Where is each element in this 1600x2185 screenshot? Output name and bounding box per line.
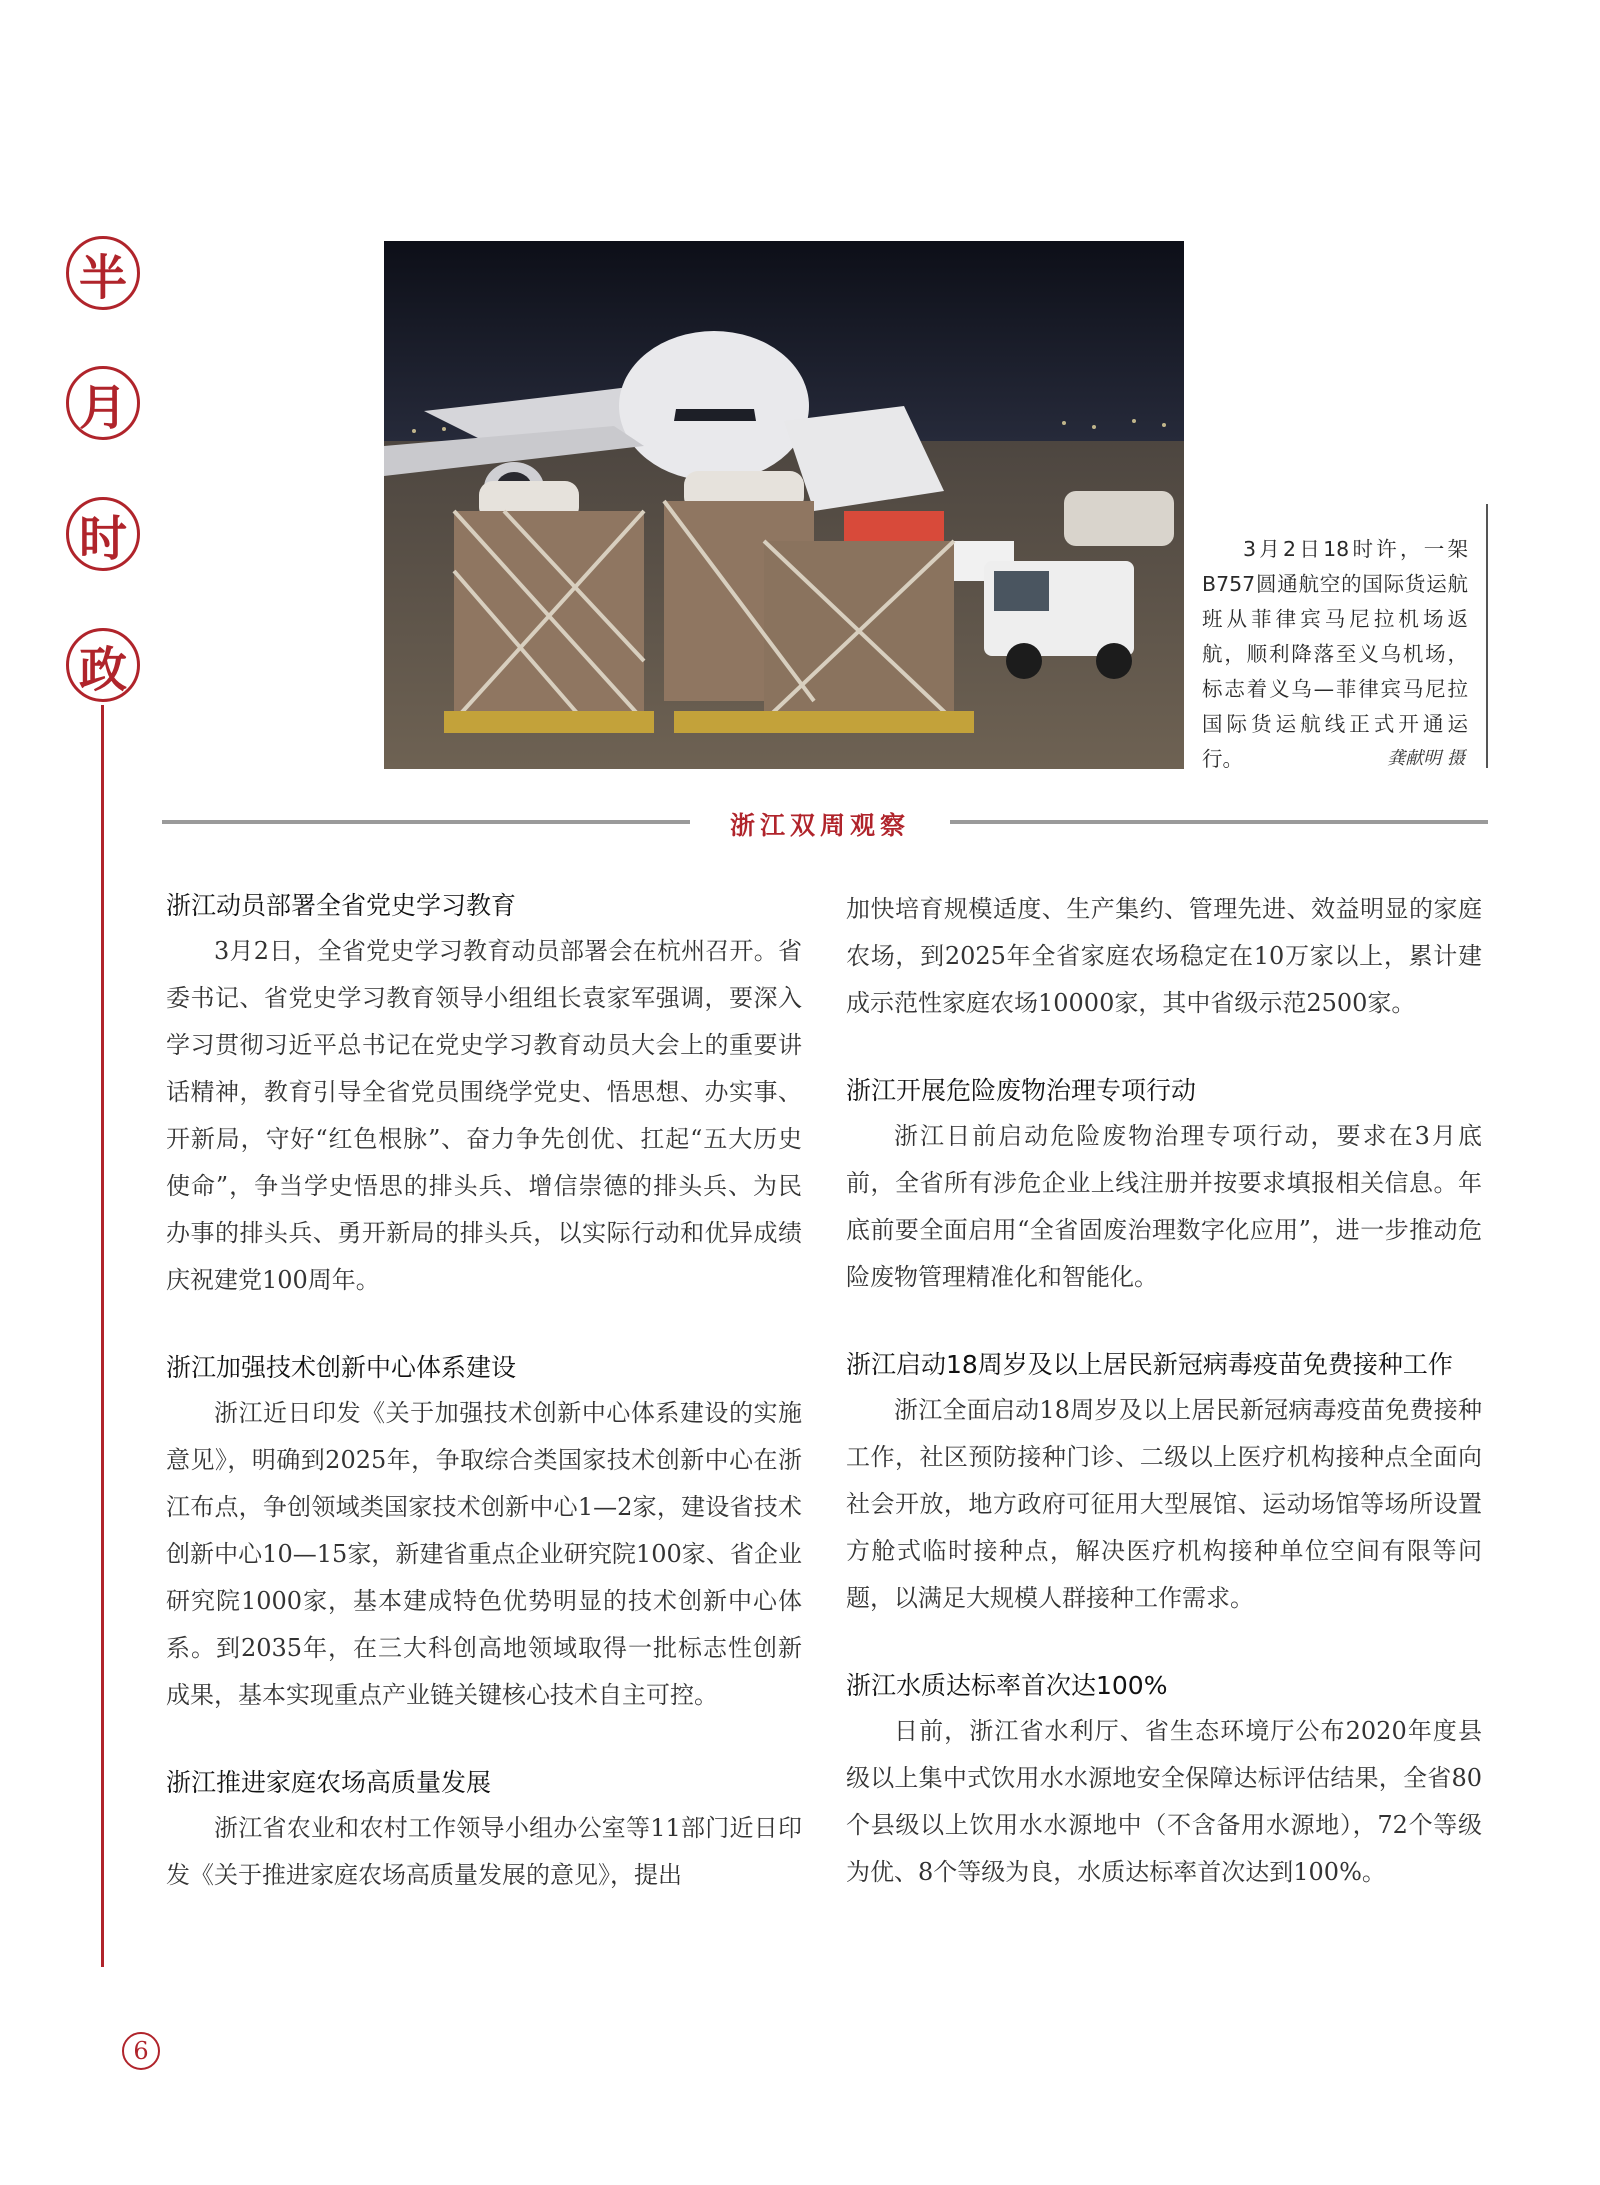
- rail-char-ban: 半: [66, 236, 140, 310]
- article-family-farms: [166, 1763, 802, 1899]
- cargo-plane-illustration: [384, 241, 1184, 769]
- article-body: 3月2日，全省党史学习教育动员部署会在杭州召开。省委书记、省党史学习教育领导小组组长袁家军强调，要深入学习贯彻习近平总书记在党史学习教育动员大会上的重要讲话精神，教育引导全省党员围绕学党史、悟思想、办实事、开新局，守好“红色根脉”、奋力争先创优、扛起“五大历史使命”，争当学史悟思的排头兵、增信崇德的排头兵、为民办事的排头兵、勇开新局的排头兵，以实际行动和优异成绩庆祝建党100周年。: [166, 937, 802, 1294]
- caption-rule: [1486, 504, 1488, 768]
- rail-char-zheng: 政: [66, 628, 140, 702]
- left-column: [166, 886, 802, 1943]
- article-hazardous-waste: [846, 1071, 1482, 1301]
- rail-char-yue: 月: [66, 366, 140, 440]
- article-title: 浙江启动18周岁及以上居民新冠病毒疫苗免费接种工作: [846, 1350, 1453, 1379]
- article-body: 浙江省农业和农村工作领导小组办公室等11部门近日印发《关于推进家庭农场高质量发展的意见》，提出: [166, 1814, 802, 1889]
- rail-line: [101, 705, 104, 1967]
- article-title: 浙江水质达标率首次达100%: [846, 1671, 1168, 1700]
- article-title: 浙江动员部署全省党史学习教育: [166, 891, 517, 920]
- article-vaccination: [846, 1345, 1482, 1622]
- article-body: 浙江全面启动18周岁及以上居民新冠病毒疫苗免费接种工作，社区预防接种门诊、二级以上医疗机构接种点全面向社会开放，地方政府可征用大型展馆、运动场馆等场所设置方舱式临时接种点，解决医疗机构接种单位空间有限等问题，以满足大规模人群接种工作需求。: [846, 1396, 1482, 1612]
- article-body: 浙江近日印发《关于加强技术创新中心体系建设的实施意见》，明确到2025年，争取综合类国家技术创新中心在浙江布点，争创领域类国家技术创新中心1—2家，建设省技术创新中心10—15家，新建省重点企业研究院100家、省企业研究院1000家，基本建成特色优势明显的技术创新中心体系。到2035年，在三大科创高地领域取得一批标志性创新成果，基本实现重点产业链关键核心技术自主可控。: [166, 1399, 802, 1709]
- article-body: 日前，浙江省水利厅、省生态环境厅公布2020年度县级以上集中式饮用水水源地安全保障达标评估结果，全省80个县级以上饮用水水源地中（不含备用水源地），72个等级为优、8个等级为良，水质达标率首次达到100%。: [846, 1717, 1482, 1886]
- section-rule-left: [162, 820, 690, 824]
- cargo-plane-photo: [384, 241, 1184, 769]
- article-body-continuation: 加快培育规模适度、生产集约、管理先进、效益明显的家庭农场，到2025年全省家庭农场稳定在10万家以上，累计建成示范性家庭农场10000家，其中省级示范2500家。: [846, 895, 1482, 1017]
- article-tech-innovation: [166, 1348, 802, 1719]
- photo-credit: 龚献明 摄: [1387, 748, 1465, 769]
- article-title: 浙江开展危险废物治理专项行动: [846, 1076, 1197, 1105]
- right-column: [846, 886, 1482, 1940]
- article-family-farms-continued: [846, 886, 1482, 1027]
- article-body: 浙江日前启动危险废物治理专项行动，要求在3月底前，全省所有涉危企业上线注册并按要求填报相关信息。年底前要全面启用“全省固废治理数字化应用”，进一步推动危险废物管理精准化和智能化。: [846, 1122, 1482, 1291]
- rail-char-shi: 时: [66, 497, 140, 571]
- section-rule-right: [950, 820, 1488, 824]
- article-title: 浙江加强技术创新中心体系建设: [166, 1353, 517, 1382]
- article-title: 浙江推进家庭农场高质量发展: [166, 1768, 492, 1797]
- section-label: 浙江双周观察: [729, 811, 910, 840]
- article-party-history: [166, 886, 802, 1304]
- article-water-quality: [846, 1666, 1482, 1896]
- photo-caption: 3月2日18时许，一架B757圆通航空的国际货运航班从菲律宾马尼拉机场返航，顺利降落至义乌机场，标志着义乌—菲律宾马尼拉国际货运航线正式开通运行。: [1202, 537, 1468, 771]
- page-number: 6: [122, 2032, 160, 2070]
